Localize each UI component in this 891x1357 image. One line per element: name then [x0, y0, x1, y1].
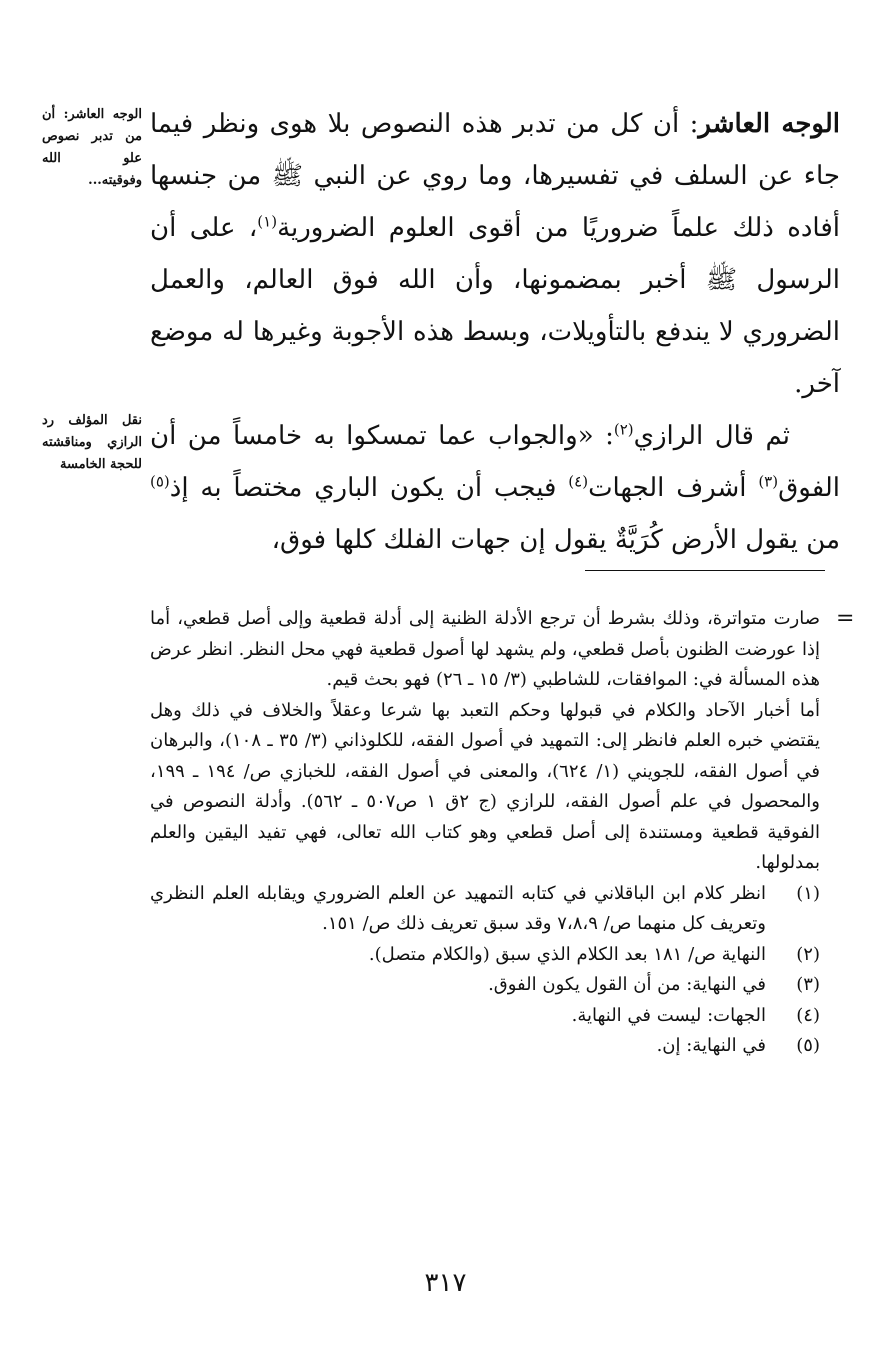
footnotes: [150, 604, 820, 1062]
margin-note-razi-response: نقل المؤلف رد الرازي ومناقشته للحجة الخامسة: [42, 413, 142, 472]
footnote-item: [150, 940, 820, 971]
footnote-ref-2[interactable]: (٢): [613, 420, 634, 439]
main-text: [150, 98, 840, 566]
footnote-ref-4[interactable]: (٤): [568, 472, 589, 491]
footnote-ref-3[interactable]: (٣): [758, 472, 779, 491]
paragraph-text: : «والجواب عما تمسكوا به خامساً من أن الفوق: [150, 421, 840, 503]
footnote-ref-5[interactable]: (٥): [150, 472, 170, 491]
footnote-item: [150, 1001, 820, 1032]
footnote-number: (٥): [796, 1035, 820, 1056]
footnote-number: (٤): [796, 1004, 820, 1026]
page-number: ٣١٧: [424, 1268, 467, 1298]
paragraph-razi-quote: [150, 410, 840, 566]
paragraph-tenth-aspect: [150, 98, 840, 410]
footnote-number: (٢): [796, 943, 820, 965]
paragraph-text: : أن كل من تدبر هذه النصوص بلا هوى ونظر فيما جاء عن السلف في تفسيرها، وما روي عن النبي ﷺ من جنسها أفاده ذلك علماً ضروريًا من أقوى العلوم الضرورية: [150, 109, 841, 243]
footnote-separator: [585, 570, 825, 571]
footnote-continuation-mark: =: [836, 606, 855, 631]
footnote-item: [150, 970, 820, 1001]
footnote-number: (١): [796, 882, 820, 904]
section-heading: الوجه العاشر: [698, 109, 840, 139]
footnote-continuation: صارت متواترة، وذلك بشرط أن ترجع الأدلة الظنية إلى أدلة قطعية وإلى أصل قطعي، أما إذا عورضت الظنون بأصل قطعي، ولم يشهد لها أصول قطعية فهي محل النظر. انظر عرض هذه المسألة في: الموافقات، للشاطبي (٣/ ١٥ ـ ٢٦) فهو بحث قيم.: [150, 608, 820, 690]
paragraph-text: أشرف الجهات: [588, 473, 759, 503]
footnote-text: الجهات: ليست في النهاية.: [571, 1004, 766, 1026]
footnote-text: في النهاية: من أن القول يكون الفوق.: [488, 974, 766, 995]
paragraph-text: ثم قال الرازي: [633, 421, 791, 451]
margin-note-tenth-aspect: الوجه العاشر: أن من تدبر نصوص علو الله وفوقيته...: [42, 107, 142, 188]
paragraph-text: ، على أن الرسول ﷺ أخبر بمضمونها، وأن الله فوق العالم، والعمل الضروري لا يندفع بالتأويلات، وبسط هذه الأجوبة وغيرها له موضع آخر.: [150, 213, 840, 399]
footnote-text: النهاية ص/ ١٨١ بعد الكلام الذي سبق (والكلام متصل).: [368, 943, 766, 965]
footnote-continuation: أما أخبار الآحاد والكلام في قبولها وحكم التعبد بها شرعا وعقلاً والخلاف في ذلك وهل يقتضي خبره العلم فانظر إلى: التمهيد في أصول الفقه، للكلوذاني (٣/ ٣٥ ـ ١٠٨)، والبرهان في أصول الفقه، للجويني (١/ ٦٢٤)، والمعنى في أصول الفقه، للخبازي ص/ ١٩٤ ـ ١٩٩، والمحصول في علم أصول الفقه، للرازي (ج ٢ق ١ ص٥٠٧ ـ ٥٦٢). وأدلة النصوص في الفوقية قطعية ومستندة إلى أصل قطعي وهو كتاب الله تعالى، فهي تفيد اليقين والعلم بمدلولها.: [150, 699, 821, 873]
paragraph-text: فيجب أن يكون الباري مختصاً به إذ: [169, 473, 569, 503]
footnote-text: انظر كلام ابن الباقلاني في كتابه التمهيد عن العلم الضروري ويقابله العلم النظري وتعريف كل منهما ص/ ٧،٨،٩ وقد سبق تعريف ذلك ص/ ١٥١.: [150, 882, 766, 934]
paragraph-text: من يقول الأرض كُرَيَّةٌ يقول إن جهات الفلك كلها فوق،: [271, 525, 840, 555]
footnote-text: في النهاية: إن.: [656, 1035, 766, 1056]
footnote-item: [150, 879, 820, 940]
footnote-number: (٣): [796, 974, 820, 995]
footnote-ref-1[interactable]: (١): [257, 212, 278, 231]
footnote-item: [150, 1031, 820, 1062]
